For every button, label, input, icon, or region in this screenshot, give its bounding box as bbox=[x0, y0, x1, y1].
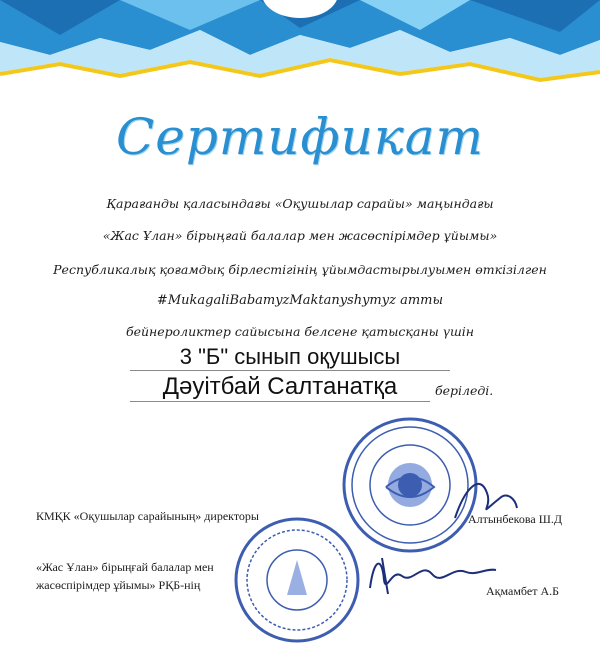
director-title: КМҚК «Оқушылар сарайының» директоры bbox=[36, 509, 259, 523]
recipient-class: 3 "Б" сынып оқушысы bbox=[130, 344, 450, 371]
certificate-hashtag-line: #MukagaliBabamyzMaktanyshymyz атты bbox=[156, 293, 444, 308]
recipient-name: Дәуітбай Салтанатқа bbox=[130, 373, 430, 402]
recipient-suffix: беріледі. bbox=[435, 383, 494, 398]
certificate-text-line-3: Республикалық қоғамдық бірлестігінің ұйымдастырылуымен өткізілген bbox=[53, 262, 547, 277]
certificate-text-line-5: бейнероликтер сайысына белсене қатысқаны үшін bbox=[125, 324, 475, 339]
chair-title-line-1: «Жас Ұлан» бірыңғай балалар мен bbox=[36, 560, 214, 574]
chair-signature bbox=[362, 548, 502, 600]
director-name: Алтынбекова Ш.Д bbox=[468, 512, 563, 526]
chair-title-line-2: жасөспірімдер ұйымы» РҚБ-нің bbox=[36, 578, 201, 592]
certificate-text-line-2: «Жас Ұлан» бірыңғай балалар мен жасөспірімдер ұйымы» bbox=[102, 228, 498, 243]
header-banner-graphic bbox=[0, 0, 600, 110]
chair-name: Ақмамбет А.Б bbox=[486, 584, 560, 598]
certificate-title: Сертификат bbox=[116, 108, 484, 166]
certificate-text-line-1: Қарағанды қаласындағы «Оқушылар сарайы» маңындағы bbox=[106, 196, 494, 211]
organization-stamp bbox=[232, 515, 362, 645]
